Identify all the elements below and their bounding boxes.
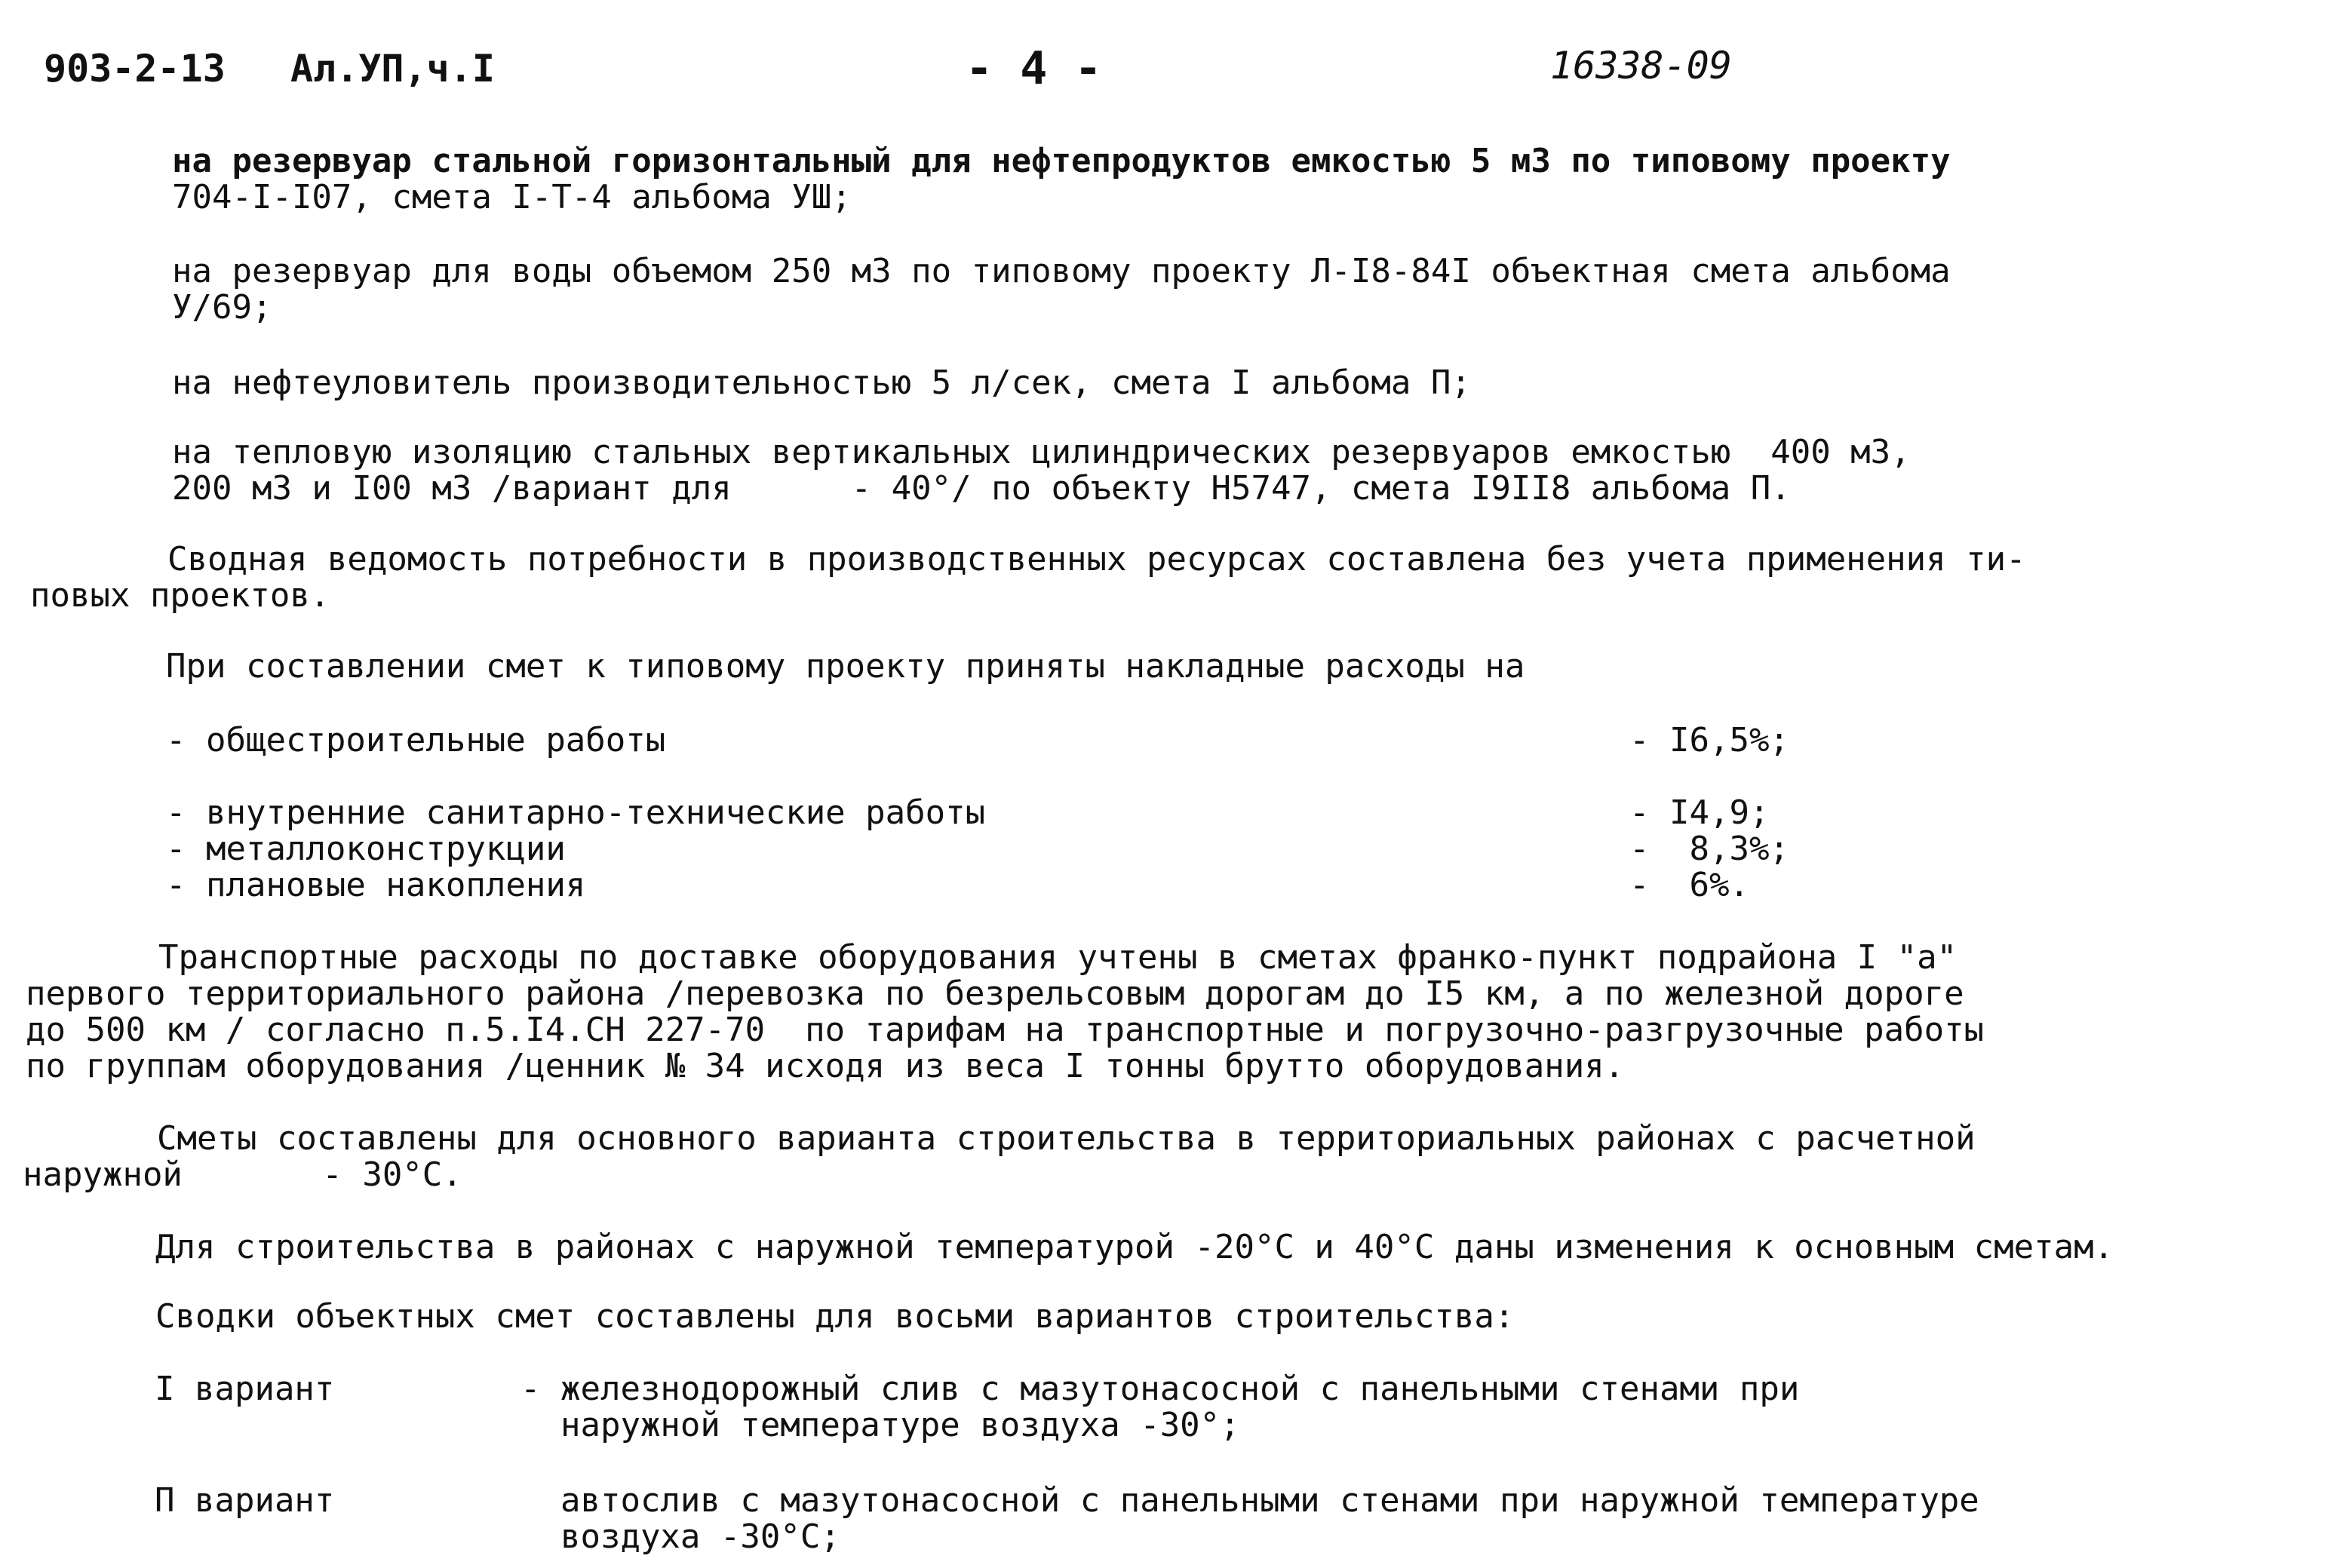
handwritten-doc-number: 16338-09 xyxy=(1550,44,1732,87)
overhead-item-value: - 6%. xyxy=(1629,866,1749,904)
variant-label: П вариант xyxy=(155,1481,335,1520)
variant-text-line: воздуха -30°С; xyxy=(520,1517,840,1556)
paragraph-line: Сводки объектных смет составлены для восьми вариантов строительства: xyxy=(155,1297,1515,1336)
paragraph-line: У/69; xyxy=(172,288,272,327)
paragraph-line: Для строительства в районах с наружной температурой -20°С и 40°С даны изменения к основным сметам. xyxy=(155,1228,2114,1266)
paragraph-line: 704-I-I07, смета I-T-4 альбома УШ; xyxy=(172,178,852,216)
variant-text-line: автослив с мазутонасосной с панельными стенами при наружной температуре xyxy=(520,1481,1979,1520)
paragraph-line: на резервуар стальной горизонтальный для нефтепродуктов емкостью 5 м3 по типовому проекту xyxy=(172,142,1951,180)
overhead-item-value: - I6,5%; xyxy=(1629,721,1789,759)
paragraph-line: на нефтеуловитель производительностью 5 л/сек, смета I альбома П; xyxy=(172,364,1471,402)
paragraph-line: Сметы составлены для основного варианта строительства в территориальных районах с расчетной xyxy=(157,1119,1976,1158)
paragraph-line: первого территориального района /перевозка по безрельсовым дорогам до I5 км, а по железной дороге xyxy=(26,974,1964,1013)
variant-text-line: наружной температуре воздуха -30°; xyxy=(520,1406,1240,1444)
overhead-item-value: - 8,3%; xyxy=(1629,830,1789,868)
paragraph-line: на резервуар для воды объемом 250 м3 по типовому проекту Л-I8-84I объектная смета альбома xyxy=(172,252,1951,290)
paragraph-line: наружной - 30°С. xyxy=(23,1155,462,1194)
document-code: 903-2-13 xyxy=(44,47,226,91)
paragraph-line: по группам оборудования /ценник № 34 исходя из веса I тонны брутто оборудования. xyxy=(26,1047,1625,1085)
overhead-item-label: - металлоконструкции xyxy=(166,830,566,868)
paragraph-line: повых проектов. xyxy=(30,576,330,615)
paragraph-line: до 500 км / согласно п.5.I4.СН 227-70 по тарифам на транспортные и погрузочно-разгрузочные работы xyxy=(26,1011,1985,1049)
overhead-item-label: - плановые накопления xyxy=(166,866,586,904)
paragraph-line: Сводная ведомость потребности в производственных ресурсах составлена без учета применения ти- xyxy=(167,540,2026,578)
paragraph-line: При составлении смет к типовому проекту приняты накладные расходы на xyxy=(166,647,1525,686)
overhead-item-label: - внутренние санитарно-технические работы xyxy=(166,793,986,832)
overhead-item-value: - I4,9; xyxy=(1629,793,1770,832)
page-number: - 4 - xyxy=(966,42,1102,95)
variant-text-line: - железнодорожный слив с мазутонасосной с панельными стенами при xyxy=(520,1370,1800,1408)
paragraph-line: на тепловую изоляцию стальных вертикальных цилиндрических резервуаров емкостью 400 м3, xyxy=(172,433,1911,471)
overhead-item-label: - общестроительные работы xyxy=(166,721,666,759)
paragraph-line: Транспортные расходы по доставке оборудования учтены в сметах франко-пункт подрайона I "а" xyxy=(158,938,1958,977)
paragraph-line: 200 м3 и I00 м3 /вариант для - 40°/ по объекту Н5747, смета I9II8 альбома П. xyxy=(172,469,1791,508)
album-label: Ал.УП,ч.I xyxy=(290,47,495,91)
variant-label: I вариант xyxy=(155,1370,335,1408)
